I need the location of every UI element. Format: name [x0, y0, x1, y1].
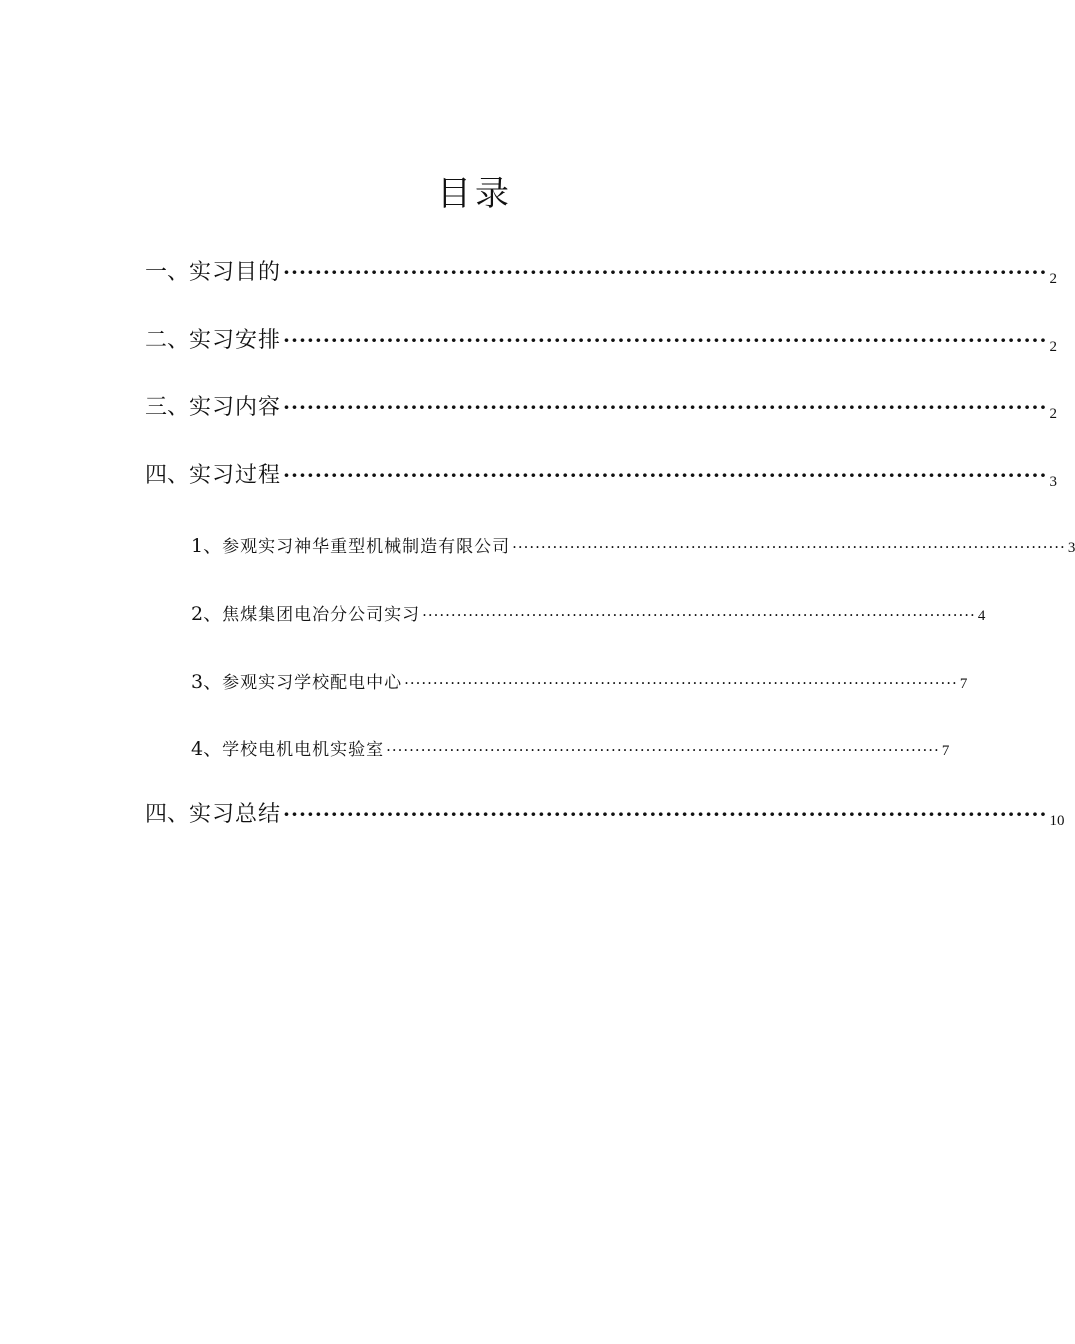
toc-subentry-4[interactable] [191, 735, 950, 763]
toc-dot-leader: ································································································ [422, 606, 976, 624]
toc-entry-number: 一、 [145, 260, 190, 285]
toc-entry-summary[interactable] [145, 798, 1065, 830]
toc-page-number: 2 [1049, 339, 1057, 355]
toc-entry-label: 参观实习学校配电中心 [222, 673, 403, 693]
toc-subentry-3[interactable] [191, 668, 968, 696]
toc-dot-leader: ································································································ [386, 741, 940, 759]
toc-subentry-2[interactable] [191, 600, 986, 628]
toc-subentry-1[interactable] [191, 532, 1075, 560]
toc-entry-label: 实习内容 [189, 395, 282, 420]
toc-entry-number: 二、 [145, 328, 190, 353]
toc-page-number: 2 [1049, 271, 1057, 287]
toc-dot-leader: ································································································ [283, 395, 1048, 419]
toc-entry-label: 实习目的 [189, 260, 282, 285]
toc-entry-number: 1、 [191, 535, 223, 557]
toc-entry-process[interactable] [145, 459, 1057, 491]
toc-dot-leader: ································································································ [404, 674, 958, 692]
toc-entry-number: 四、 [145, 463, 190, 488]
toc-entry-label: 参观实习神华重型机械制造有限公司 [222, 537, 511, 557]
toc-page-number: 3 [1067, 540, 1075, 556]
toc-page-number: 7 [941, 743, 950, 759]
toc-page-number: 4 [977, 608, 986, 624]
toc-entry-label: 实习过程 [189, 463, 282, 488]
toc-dot-leader: ································································································ [283, 328, 1048, 352]
toc-entry-arrangement[interactable] [145, 324, 1057, 356]
toc-dot-leader: ································································································ [512, 538, 1066, 556]
toc-dot-leader: ································································································ [283, 463, 1048, 487]
toc-page-number: 3 [1049, 474, 1057, 490]
toc-entry-label: 焦煤集团电冶分公司实习 [222, 605, 421, 625]
toc-page-number: 10 [1049, 813, 1065, 829]
toc-entry-purpose[interactable] [145, 256, 1057, 288]
toc-entry-number: 三、 [145, 395, 190, 420]
toc-page-number: 2 [1049, 406, 1057, 422]
toc-entry-label: 学校电机电机实验室 [222, 740, 385, 760]
toc-entry-label: 实习总结 [189, 802, 282, 827]
toc-dot-leader: ································································································ [283, 260, 1048, 284]
toc-entry-number: 4、 [191, 738, 223, 760]
toc-entry-number: 2、 [191, 603, 223, 625]
page-title: 目录 [437, 174, 513, 214]
toc-entry-number: 四、 [145, 802, 190, 827]
toc-entry-content[interactable] [145, 391, 1057, 423]
toc-entry-label: 实习安排 [189, 328, 282, 353]
toc-entry-number: 3、 [191, 671, 223, 693]
toc-dot-leader: ································································································ [283, 802, 1048, 826]
toc-page-number: 7 [959, 676, 968, 692]
